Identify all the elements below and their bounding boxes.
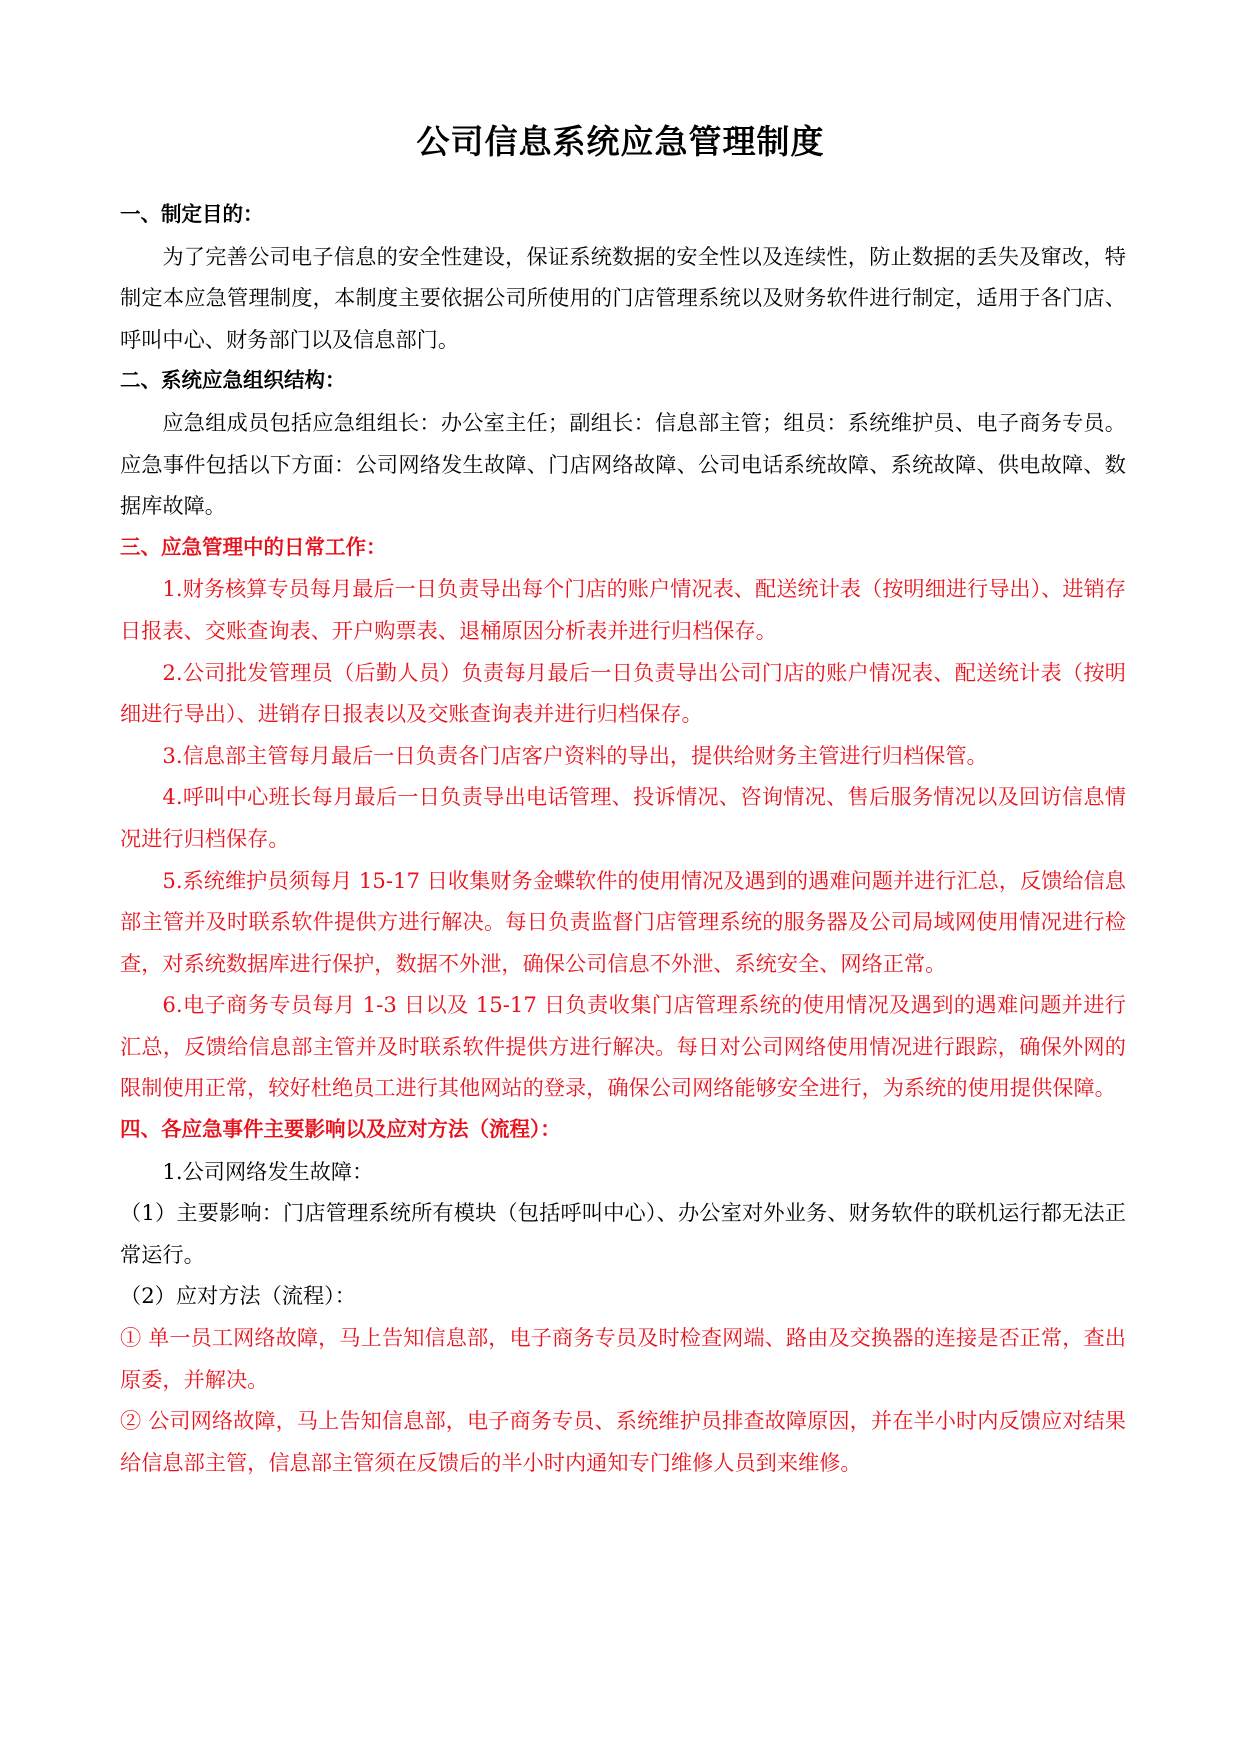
section-3-item-1: 1.财务核算专员每月最后一日负责导出每个门店的账户情况表、配送统计表（按明细进行导出）、进销存日报表、交账查询表、开户购票表、退桶原因分析表并进行归档保存。 [120,576,1126,643]
section-3-heading: 三、应急管理中的日常工作： [120,534,387,559]
section-3-item-4: 4.呼叫中心班长每月最后一日负责导出电话管理、投诉情况、咨询情况、售后服务情况以及回访信息情况进行归档保存。 [120,784,1126,851]
section-2-paragraph: 应急组成员包括应急组组长：办公室主任；副组长：信息部主管；组员：系统维护员、电子商务专员。应急事件包括以下方面：公司网络发生故障、门店网络故障、公司电话系统故障、系统故障、供电故障、数据库故障。 [120,409,1126,519]
section-3-item-2: 2.公司批发管理员（后勤人员）负责每月最后一日负责导出公司门店的账户情况表、配送统计表（按明细进行导出）、进销存日报表以及交账查询表并进行归档保存。 [120,659,1126,727]
section-4-step-1: ① 单一员工网络故障，马上告知信息部，电子商务专员及时检查网端、路由及交换器的连接是否正常，查出原委，并解决。 [120,1325,1126,1392]
section-1-heading: 一、制定目的： [120,202,264,226]
section-4-impact: （1）主要影响：门店管理系统所有模块（包括呼叫中心）、办公室对外业务、财务软件的联机运行都无法正常运行。 [120,1200,1126,1267]
section-1-paragraph: 为了完善公司电子信息的安全性建设，保证系统数据的安全性以及连续性，防止数据的丢失及窜改，特制定本应急管理制度，本制度主要依据公司所使用的门店管理系统以及财务软件进行制定，适用于各门店、呼叫中心、财务部门以及信息部门。 [120,243,1126,352]
section-4-step-2: ② 公司网络故障，马上告知信息部，电子商务专员、系统维护员排查故障原因，并在半小时内反馈应对结果给信息部主管，信息部主管须在反馈后的半小时内通知专门维修人员到来维修。 [120,1408,1126,1475]
document-body [120,194,1126,1483]
document-title: 公司信息系统应急管理制度 [416,122,825,161]
section-3-item-3: 3.信息部主管每月最后一日负责各门店客户资料的导出，提供给财务主管进行归档保管。 [162,742,988,768]
section-2-heading: 二、系统应急组织结构： [120,368,346,393]
section-3-item-6: 6.电子商务专员每月 1-3 日以及 15-17 日负责收集门店管理系统的使用情况及遇到的遇难问题并进行汇总，反馈给信息部主管并及时联系软件提供方进行解决。每日对公司网络使用情况进行跟踪，确保外网的限制使用正常，较好杜绝员工进行其他网站的登录，确保公司网络能够安全进行，为系统的使用提供保障。 [120,992,1126,1101]
section-3-item-5: 5.系统维护员须每月 15-17 日收集财务金蝶软件的使用情况及遇到的遇难问题并进行汇总，反馈给信息部主管并及时联系软件提供方进行解决。每日负责监督门店管理系统的服务器及公司局域网使用情况进行检查，对系统数据库进行保护，数据不外泄，确保公司信息不外泄、系统安全、网络正常。 [120,867,1126,976]
section-4-method-title: （2）应对方法（流程）： [120,1283,356,1309]
section-4-item-title: 1.公司网络发生故障： [162,1158,374,1184]
section-4-heading: 四、各应急事件主要影响以及应对方法（流程）： [120,1117,561,1142]
